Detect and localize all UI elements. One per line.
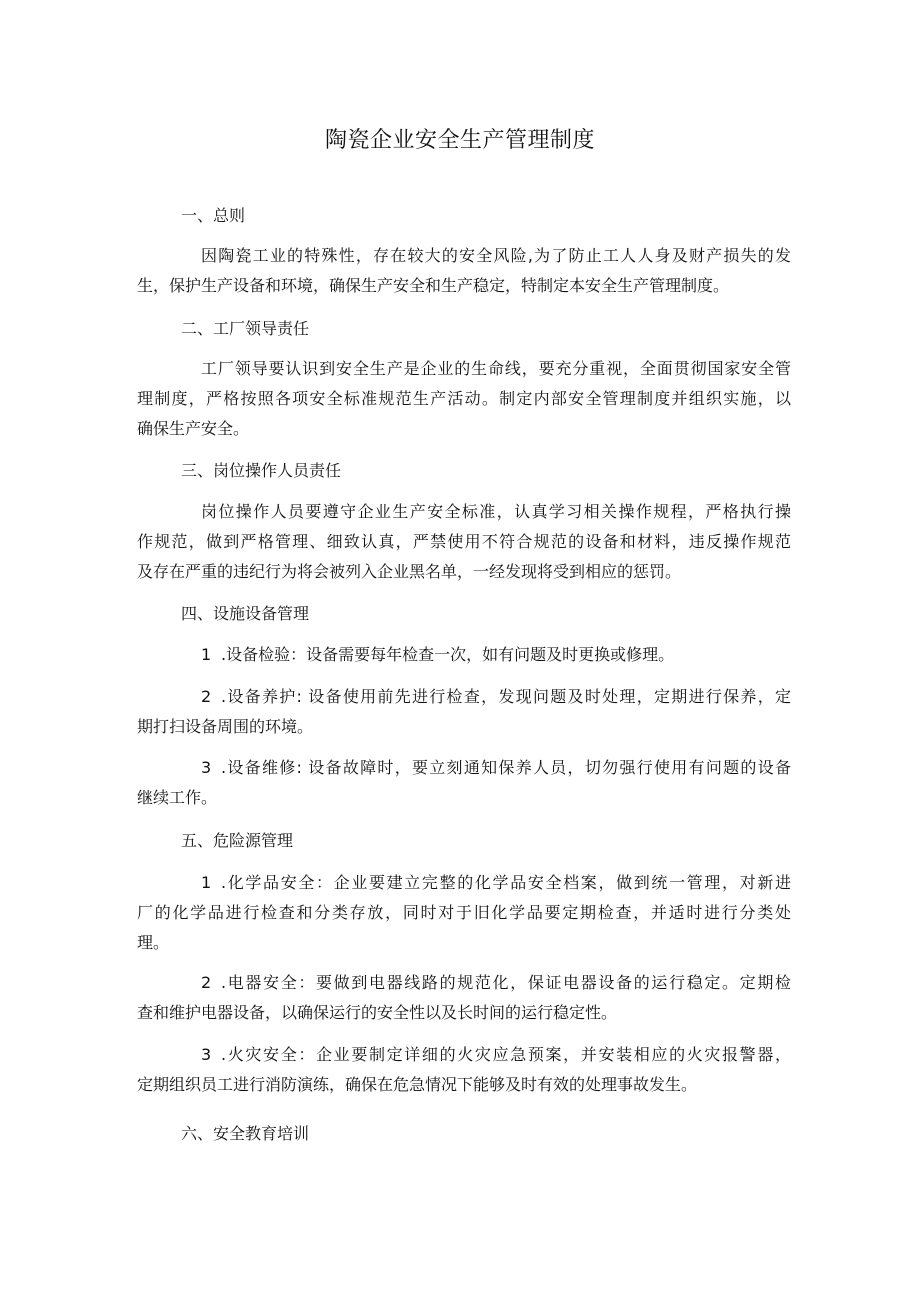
paragraph-line: 理。	[137, 933, 170, 952]
paragraph-line: 生，保护生产设备和环境，确保生产安全和生产稳定，特制定本安全生产管理制度。	[137, 276, 730, 295]
section-heading-leadership: 二、工厂领导责任	[181, 319, 310, 338]
item-text: .电器安全：要做到电器线路的规范化，保证电器设备的运行稳定。定期检	[221, 973, 791, 992]
list-item	[137, 1040, 791, 1100]
paragraph-line: 理制度，严格按照各项安全标准规范生产活动。制定内部安全管理制度并组织实施，以	[137, 389, 791, 408]
item-text: .设备养护: 设备使用前先进行检查，发现问题及时处理，定期进行保养，定	[221, 687, 791, 706]
list-item	[137, 868, 791, 958]
item-text: .设备维修: 设备故障时，要立刻通知保养人员，切勿强行使用有问题的设备	[221, 758, 791, 777]
paragraph-line	[137, 868, 791, 898]
section-heading-training: 六、安全教育培训	[181, 1124, 310, 1143]
paragraph-line: 期打扫设备周围的环境。	[137, 717, 314, 736]
paragraph-line: 查和维护电器设备，以确保运行的安全性以及长时间的运行稳定性。	[137, 1003, 618, 1022]
document-title: 陶瓷企业安全生产管理制度	[324, 128, 595, 153]
item-number: 2	[201, 973, 212, 992]
paragraph-line: 继续工作。	[137, 788, 218, 807]
item-number: 3	[201, 1045, 212, 1064]
paragraph-line	[137, 1040, 791, 1070]
section-paragraph	[137, 497, 791, 587]
item-text: .设备检验：设备需要每年检查一次，如有问题及时更换或修理。	[221, 645, 675, 664]
item-number: 3	[201, 758, 212, 777]
list-item	[137, 968, 791, 1028]
section-paragraph	[137, 354, 791, 444]
item-text: .化学品安全：企业要建立完整的化学品安全档案，做到统一管理，对新进	[221, 873, 791, 892]
paragraph-line: 厂的化学品进行检查和分类存放，同时对于旧化学品要定期检查，并适时进行分类处	[137, 903, 791, 922]
paragraph-line	[137, 682, 791, 712]
paragraph-line	[137, 753, 791, 783]
section-heading-general: 一、总则	[181, 206, 246, 225]
list-item	[137, 640, 791, 670]
paragraph-line: 作规范，做到严格管理、细致认真，严禁使用不符合规范的设备和材料，违反操作规范	[137, 532, 791, 551]
paragraph-line	[137, 968, 791, 998]
list-item	[137, 682, 791, 742]
section-paragraph	[137, 241, 791, 301]
item-number: 1	[201, 645, 212, 664]
section-heading-hazards: 五、危险源管理	[181, 831, 294, 850]
section-heading-operators: 三、岗位操作人员责任	[181, 461, 342, 480]
list-item	[137, 753, 791, 813]
paragraph-line: 岗位操作人员要遵守企业生产安全标准，认真学习相关操作规程，严格执行操	[201, 502, 791, 521]
section-heading-equipment: 四、设施设备管理	[181, 604, 310, 623]
paragraph-line	[137, 640, 791, 670]
item-text: .火灾安全：企业要制定详细的火灾应急预案，并安装相应的火灾报警器，	[221, 1045, 791, 1064]
paragraph-line: 定期组织员工进行消防演练，确保在危急情况下能够及时有效的处理事故发生。	[137, 1075, 698, 1094]
paragraph-line: 工厂领导要认识到安全生产是企业的生命线，要充分重视，全面贯彻国家安全管	[201, 359, 791, 378]
paragraph-line: 因陶瓷工业的特殊性，存在较大的安全风险,为了防止工人人身及财产损失的发	[201, 246, 791, 265]
paragraph-line: 确保生产安全。	[137, 419, 250, 438]
item-number: 1	[201, 873, 212, 892]
paragraph-line: 及存在严重的违纪行为将会被列入企业黑名单，一经发现将受到相应的惩罚。	[137, 562, 682, 581]
item-number: 2	[201, 687, 212, 706]
